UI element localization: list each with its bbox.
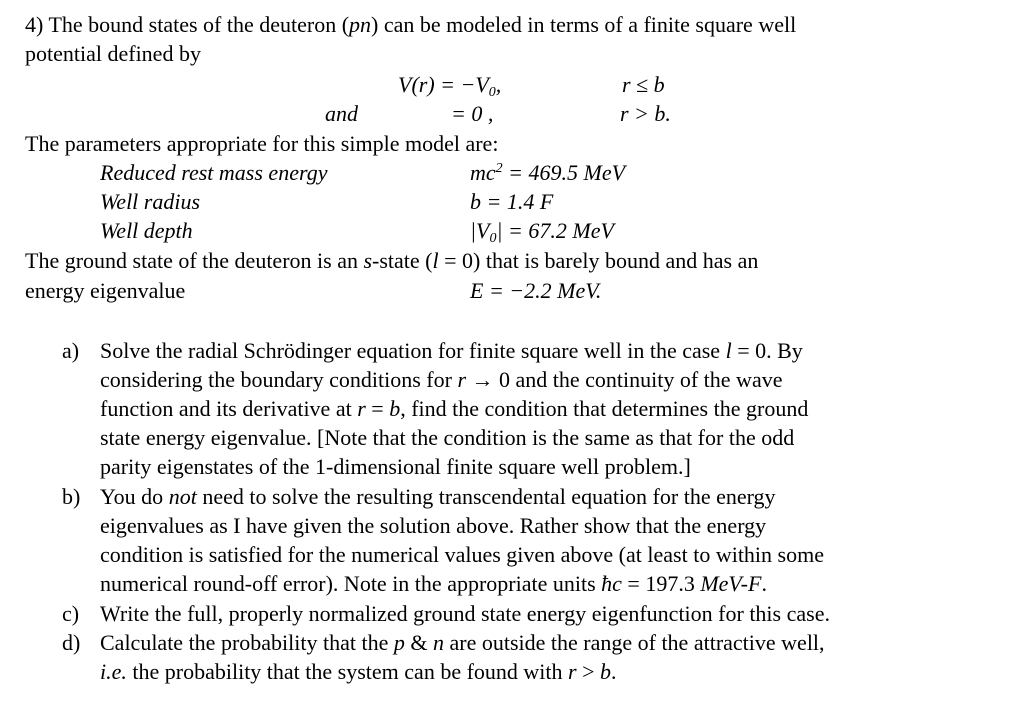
ground-state-energy: E = −2.2 MeV.	[470, 278, 602, 303]
part-c-letter: c)	[62, 601, 80, 626]
ground-state-line-1: The ground state of the deuteron is an s-state (l = 0) that is barely bound and has an	[25, 248, 759, 273]
param-name-mass: Reduced rest mass energy	[100, 160, 328, 185]
part-a-line-4: state energy eigenvalue. [Note that the condition is the same as that for the odd	[100, 425, 795, 450]
part-d-line-1: Calculate the probability that the p & n are outside the range of the attractive well,	[100, 630, 825, 655]
part-a-line-5: parity eigenstates of the 1-dimensional finite square well problem.]	[100, 454, 691, 479]
part-d-letter: d)	[62, 630, 81, 655]
part-b-line-3: condition is satisfied for the numerical values given above (at least to within some	[100, 542, 824, 567]
potential-condition-inside: r ≤ b	[622, 72, 665, 97]
part-c-line-1: Write the full, properly normalized ground state energy eigenfunction for this case.	[100, 601, 830, 626]
param-value-radius: b = 1.4 F	[470, 189, 554, 214]
part-a-line-3: function and its derivative at r = b, find the condition that determines the ground	[100, 396, 809, 421]
part-d-line-2: i.e. the probability that the system can be found with r > b.	[100, 659, 617, 684]
potential-equation-outside: = 0 ,	[451, 101, 494, 126]
param-name-radius: Well radius	[100, 189, 201, 214]
potential-condition-outside: r > b.	[620, 101, 671, 126]
param-value-depth: $|V_0| = 67.2$ MeV	[470, 218, 614, 246]
part-b-letter: b)	[62, 484, 81, 509]
param-value-mass: $mc^2 = 469.5$ MeV	[470, 160, 626, 185]
part-b-line-1: You do not need to solve the resulting transcendental equation for the energy	[100, 484, 776, 509]
problem-number: 4)	[25, 12, 44, 37]
part-a-line-1: Solve the radial Schrödinger equation for finite square well in the case l = 0. By	[100, 338, 803, 363]
part-b-line-2: eigenvalues as I have given the solution above. Rather show that the energy	[100, 513, 767, 538]
problem-intro-line-1: 4) The bound states of the deuteron (pn) can be modeled in terms of a finite square well	[25, 12, 797, 37]
problem-intro-line-2: potential defined by	[25, 41, 201, 66]
params-intro: The parameters appropriate for this simple model are:	[25, 131, 499, 156]
potential-and-label: and	[325, 101, 358, 126]
part-a-letter: a)	[62, 338, 80, 363]
part-a-line-2: considering the boundary conditions for r → 0 and the continuity of the wave	[100, 367, 783, 392]
ground-state-label: energy eigenvalue	[25, 278, 186, 303]
potential-equation-inside: $V(r) = -V_0$,	[398, 72, 502, 100]
part-b-line-4: numerical round-off error). Note in the appropriate units ħc = 197.3 MeV-F.	[100, 571, 767, 596]
param-name-depth: Well depth	[100, 218, 193, 243]
